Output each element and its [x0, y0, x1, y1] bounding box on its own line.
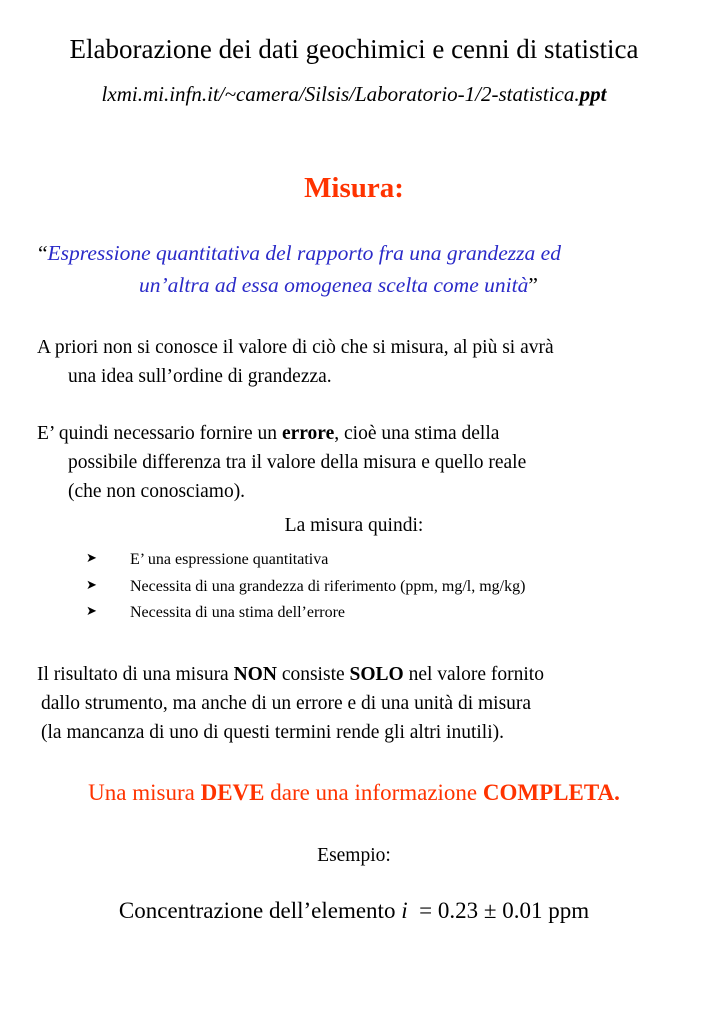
close-quote: ” — [528, 273, 538, 297]
definition-line-2 — [139, 273, 538, 298]
emphasis-deve: DEVE — [200, 780, 265, 805]
definition-text-2: un’altra ad essa omogenea scelta come unità — [139, 273, 529, 297]
example-variable: i — [401, 898, 408, 923]
source-path: lxmi.mi.infn.it/~camera/Silsis/Laboratorio-1/2-statistica. — [101, 82, 580, 106]
arrowhead-bullet-icon: ➤ — [86, 604, 97, 619]
p3-text-c: consiste — [276, 664, 350, 685]
list-item-text: E’ una espressione quantitativa — [130, 551, 329, 568]
paragraph-2-line-1 — [37, 423, 499, 445]
open-quote: “ — [38, 241, 48, 265]
definition-text-1: Espressione quantitativa del rapporto fra una grandezza ed — [47, 241, 561, 265]
p2-text-b: , cioè una stima della — [334, 423, 500, 444]
paragraph-3-line-1 — [37, 664, 544, 686]
paragraph-3-line-3: (la mancanza di uno di questi termini rende gli altri inutili). — [41, 722, 504, 743]
definition-line-1 — [38, 241, 561, 266]
arrowhead-bullet-icon: ➤ — [86, 578, 97, 593]
emphasis-statement — [0, 780, 708, 806]
example-formula — [0, 898, 708, 924]
example-label: Esempio: — [317, 845, 391, 866]
paragraph-2-line-3: (che non conosciamo). — [68, 481, 246, 502]
paragraph-2-line-2: possibile differenza tra il valore della misura e quello reale — [68, 452, 527, 473]
list-item-text: Necessita di una stima dell’errore — [130, 604, 346, 621]
list-item-text: Necessita di una grandezza di riferimento (ppm, mg/l, mg/kg) — [130, 578, 526, 595]
p3-bold-solo: SOLO — [349, 664, 404, 685]
source-url — [0, 82, 708, 107]
paragraph-3-line-2: dallo strumento, ma anche di un errore e di una unità di misura — [41, 693, 532, 714]
emphasis-a: Una misura — [88, 780, 201, 805]
p2-bold-errore: errore — [281, 423, 335, 444]
emphasis-completa: COMPLETA. — [482, 780, 620, 805]
example-prefix: Concentrazione dell’elemento — [118, 898, 402, 923]
p3-text-e: nel valore fornito — [403, 664, 544, 685]
measure-intro: La misura quindi: — [284, 515, 424, 536]
source-extension: ppt — [579, 82, 607, 106]
paragraph-1-line-2: una idea sull’ordine di grandezza. — [68, 366, 332, 387]
p3-text-a: Il risultato di una misura — [37, 664, 234, 685]
section-heading: Misura: — [304, 172, 404, 204]
paragraph-1-line-1: A priori non si conosce il valore di ciò che si misura, al più si avrà — [37, 337, 554, 358]
p2-text-a: E’ quindi necessario fornire un — [37, 423, 282, 444]
arrowhead-bullet-icon: ➤ — [86, 551, 97, 566]
page-title: Elaborazione dei dati geochimici e cenni di statistica — [69, 34, 639, 64]
p3-bold-non: NON — [233, 664, 277, 685]
emphasis-c: dare una informazione — [264, 780, 483, 805]
example-suffix: = 0.23 ± 0.01 ppm — [407, 898, 590, 923]
